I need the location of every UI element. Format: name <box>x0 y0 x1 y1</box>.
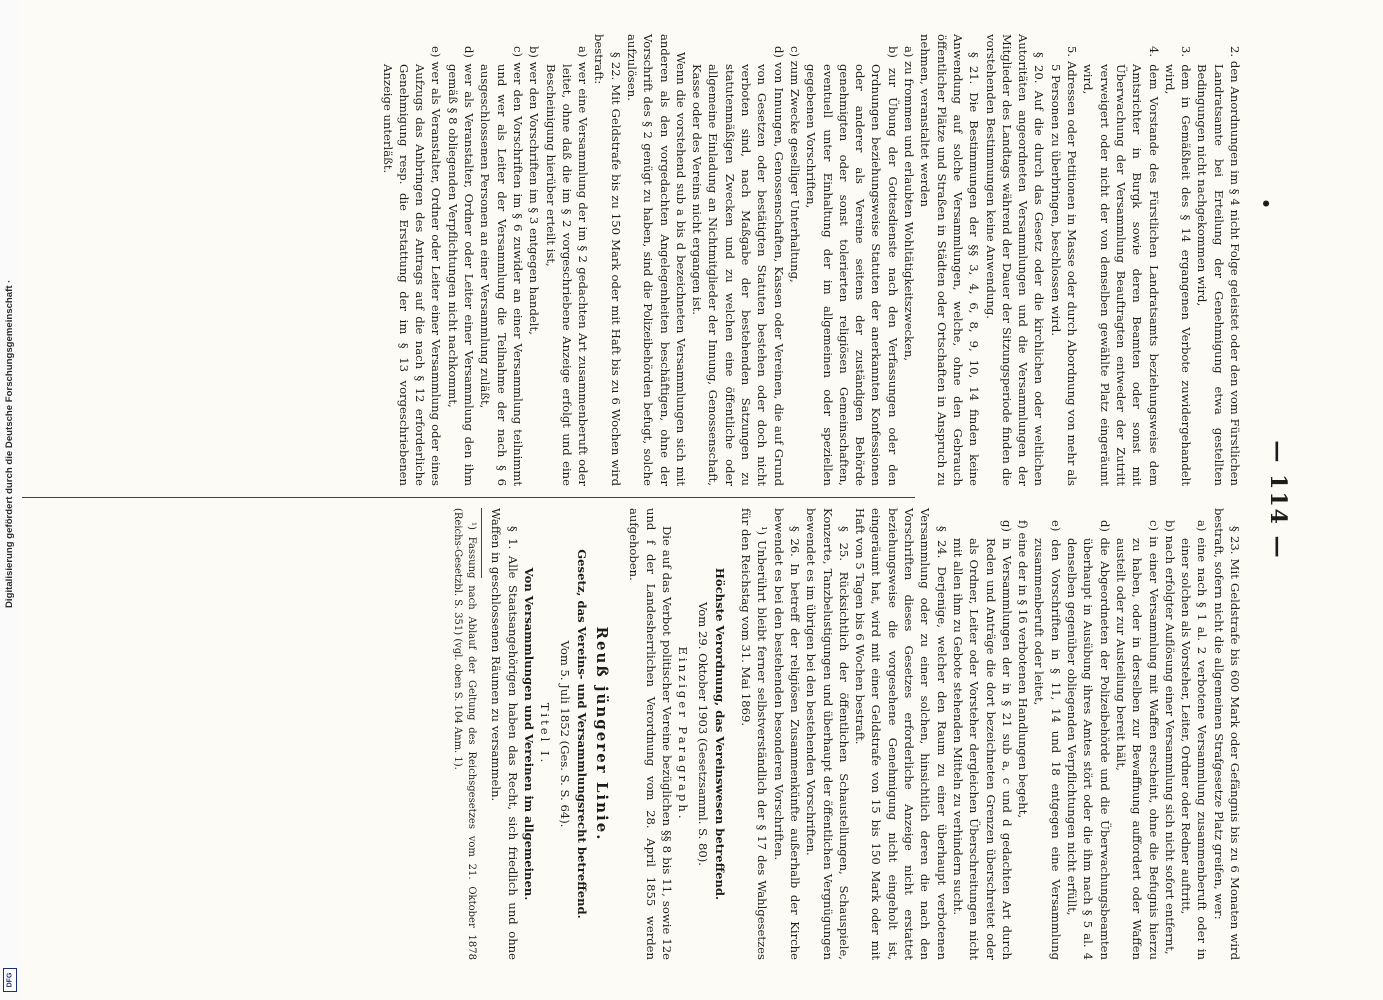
footnote: ¹) Fassung nach Ablauf der Geltung des Reichsgesetzes vom 21. Oktober 1878 (Reichs-Gesetzbl. S. 351) (vgl. oben S. 104 Anm. 1). <box>451 508 477 960</box>
list-item: a) wer eine Versammlung der im § 2 gedachten Art zusammenberuft oder leitet, ohne daß die im § 2 vorgeschriebene Anzeige erfolgt und eine Bescheinigung hierüber erteilt ist, <box>543 46 591 486</box>
right-text-column <box>450 508 1243 960</box>
page-number: — 114 — <box>1265 440 1291 560</box>
list-item: a) zu frommen und erlaubten Wohltätigkeitszwecken, <box>902 46 917 362</box>
paragraph: § 26. In betreff der religiösen Zusammenkünfte außerhalb der Kirche bewendet es bei den bestehenden besonderen Vorschriften. <box>771 508 802 960</box>
right-column-paragraphs <box>738 508 1243 960</box>
list-item: a) eine nach § 1 al. 2 verbotene Versammlung zusammenberuft oder in einer solchen als Vorsteher, Leiter, Ordner oder Redner auftritt, <box>1179 520 1210 960</box>
law-date: Vom 5. Juli 1852 (Ges. S. S. 64). <box>558 640 573 828</box>
list-item: d) von Innungen, Genossenschaften, Kassen oder Vereinen, die auf Grund von Gesetzen oder bestätigten Statuten bestehen oder doch nicht verboten sind, nach Maßgabe der bestehenden Satzungen zu statutenmäßigen Zwecken und zu welchen eine öffentliche oder allgemeine Einladung an Nichtmitglieder der Innung, Genossenschaft, Kasse oder des Vereins nicht ergangen ist. <box>690 46 786 486</box>
paragraph: § 22. Mit Geldstrafe bis zu 150 Mark oder mit Haft bis zu 6 Wochen wird bestraft: <box>592 34 623 486</box>
ordinance-title: Höchste Verordnung, das Vereinswesen betreffend. <box>712 567 727 901</box>
title-subheading: Von Versammlungen und Vereinen im allgemeinen. <box>521 567 536 901</box>
list-item: 3. dem in Gemäßheit des § 14 ergangenen Verbote zuwidergehandelt wird, <box>1162 46 1194 486</box>
paragraph: ¹) Unberührt bleibt ferner selbstverständlich der § 17 des Wahlgesetzes für den Reichstag vom 31. Mai 1869. <box>739 508 770 960</box>
paragraph: Wenn die vorstehend sub a bis d bezeichneten Versammlungen sich mit anderen als den vorgedachten Angelegenheiten beschäftigen, ohne der Vorschrift des § 2 genügt zu haben, sind die Polizeibehörden befugt, solche aufzulösen. <box>625 34 688 486</box>
funding-notice: Digitalisierung gefördert durch die Deutsche Forschungsgemeinschaft · <box>4 279 15 608</box>
list-item: 2. den Anordnungen im § 4 nicht Folge geleistet oder den vom Fürstlichen Landratsamte bei Erteilung der Genehmigung etwa gestellten Bedingungen nicht nachgekommen wird, <box>1195 46 1242 486</box>
section-title: Reuß jüngerer Linie. <box>593 626 612 842</box>
list-item: c) zum Zwecke geselliger Unterhaltung, <box>787 46 802 283</box>
ordinance-date: Vom 29. Oktober 1903 (Gesetzsamml. S. 80). <box>696 602 711 866</box>
ordinance-heading: Einziger Paragraph. <box>676 646 691 822</box>
list-item: d) die Abgeordneten der Polizeibehörde und die Überwachungsbeamten überhaupt in Ausübung ihres Amtes stört oder die ihm nach § 5 al. 4 denselben gegenüber obliegenden Verpflichtungen nicht erfüllt, <box>1065 520 1112 960</box>
list-item: e) den Vorschriften in § 11, 14 und 18 entgegen eine Versammlung zusammenberuft oder leitet, <box>1032 520 1063 960</box>
list-item: g) in Versammlungen der in § 21 sub a, c und d gedachten Art durch Reden und Anträge die dort bezeichneten Grenzen überschreitet oder als Ordner, Leiter oder Vorsteher dergleichen Überschreitungen nicht mit allen ihm zu Gebote stehenden Mitteln zu verhindern sucht. <box>950 520 1014 960</box>
dfg-logo-text: DFG <box>6 972 14 988</box>
footnote-rule <box>481 508 482 578</box>
paragraph: § 20. Auf die durch das Gesetz oder die kirchlichen oder weltlichen Autoritäten angeordneten Versammlungen und die Versammlungen der Mitglieder des Landtags während der Dauer der Sitzungsperiode finden die vorstehenden Bestimmungen keine Anwendung. <box>983 34 1047 486</box>
funding-sidebar <box>0 0 22 1000</box>
dfg-logo <box>3 968 17 992</box>
column-divider <box>13 497 915 498</box>
paragraph: § 21. Die Bestimmungen der §§ 3, 4, 6, 8, 9, 10, 14 finden keine Anwendung auf solche Versammlungen, welche, ohne den Gebrauch öffentlicher Plätze und Straßen in Städten oder Ortschaften in Anspruch zu nehmen, veranstaltet werden <box>918 34 982 486</box>
list-item: e) wer als Veranstalter, Ordner oder Leiter einer Versammlung oder eines Aufzugs das Anbringen des Antrags auf die nach § 12 erforderliche Genehmigung resp. die Erstattung der im § 13 vorgeschriebenen Anzeige unterläßt. <box>380 46 444 486</box>
speck-mark: ● <box>1262 200 1271 207</box>
list-item: f) eine der in § 16 verbotenen Handlungen begeht, <box>1016 520 1031 819</box>
list-item: c) wer den Vorschriften im § 6 zuwider an einer Versammlung teilnimmt und wer als Leiter der Versammlung die Teilnahme der nach § 6 ausgeschlossenen Personen an einer Versammlung zuläßt, <box>478 46 525 486</box>
list-item: b) nach erfolgter Auflösung einer Versammlung sich nicht sofort entfernt, <box>1162 520 1177 955</box>
paragraph: § 25. Rücksichtlich der öffentlichen Schaustellungen, Schauspiele, Konzerte, Tanzbelustigungen und überhaupt der öffentlichen Vergnügungen bewendet es im übrigen bei den bestehenden Vorschriften. <box>804 508 851 960</box>
list-item: d) wer als Veranstalter, Ordner oder Leiter einer Versammlung den ihm gemäß § 8 obliegenden Verpflichtungen nicht nachkommt, <box>445 46 477 486</box>
list-item: 5. Adressen oder Petitionen in Masse oder durch Abordnung von mehr als 5 Personen zu überbringen, beschlossen wird. <box>1048 46 1080 486</box>
list-item: c) in einer Versammlung mit Waffen erscheint, ohne die Befugnis hierzu zu haben, oder in derselben zur Bewaffnung auffordert oder Waffen austeilt oder zur Austeilung bereit hält, <box>1113 520 1161 960</box>
law-paragraph: § 1. Alle Staatsangehörigen haben das Recht, sich friedlich und ohne Waffen in geschlossenen Räumen zu versammeln. <box>489 508 520 960</box>
title-heading: Titel I. <box>538 702 553 766</box>
left-text-column <box>379 34 1243 486</box>
list-item: b) zur Übung der Gottesdienste nach den Verfassungen oder den Ordnungen beziehungsweise Statuten der anerkannten Konfessionen oder anderer als Vereine seitens der zuständigen Behörde genehmigten oder sonst tolerierten religiösen Gemeinschaften, eventuell unter Einhaltung der im allgemeinen oder speziellen gegebenen Vorschriften, <box>804 46 900 486</box>
law-title: Gesetz, das Vereins- und Versammlungsrecht betreffend. <box>574 549 589 919</box>
list-item: b) wer den Vorschriften im § 3 entgegen handelt, <box>527 46 542 335</box>
paragraph: § 23. Mit Geldstrafe bis 600 Mark oder Gefängnis bis zu 6 Monaten wird bestraft, sofern nicht die allgemeinen Strafgesetze Platz greifen, wer: <box>1211 508 1242 960</box>
paragraph: § 24. Derjenige, welcher den Raum zu einer überhaupt verbotenen Versammlung oder zu einer solchen, hinsichtlich deren die nach den Vorschriften dieses Gesetzes erforderliche Anzeige nicht erstattet beziehungsweise die vorgesehene Genehmigung nicht eingeholt ist, eingeräumt hat, wird mit einer Geldstrafe von 15 bis 150 Mark oder mit Haft von 5 Tagen bis 6 Wochen bestraft. <box>853 508 949 960</box>
list-item: 4. dem Vorstande des Fürstlichen Landratsamts beziehungsweise dem Amtsrichter in Burgk sowie deren Beamten oder sonst mit Überwachung der Versammlung Beauftragten entweder der Zutritt verweigert oder nicht der von denselben gewählte Platz eingeräumt wird, <box>1081 46 1161 486</box>
ordinance-text: Die auf das Verbot politischer Vereine bezüglichen §§ 8 bis 11, sowie 12e und f der Landesherrlichen Verordnung vom 28. April 1855 werden aufgehoben. <box>627 508 674 960</box>
